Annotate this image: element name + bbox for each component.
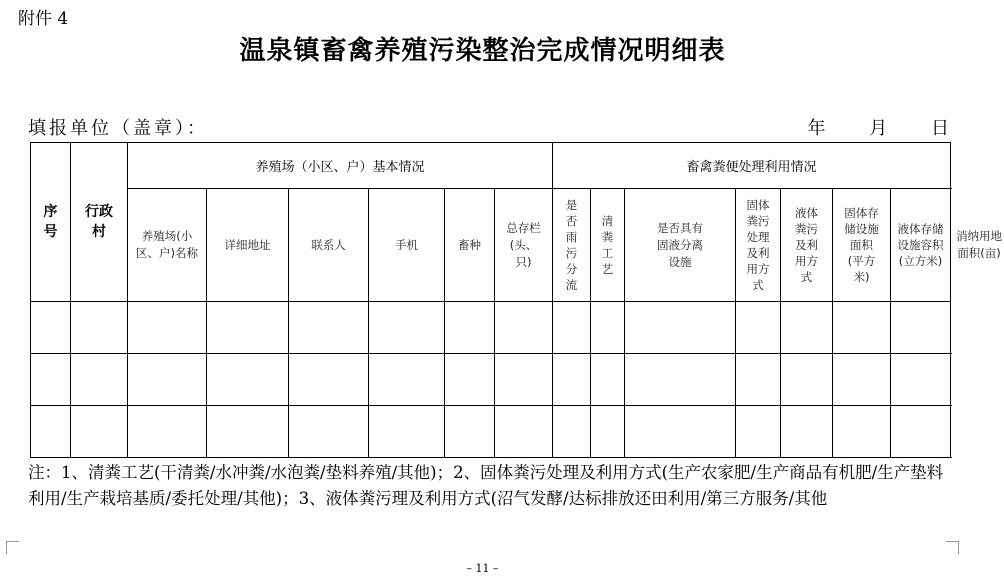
table-cell[interactable] xyxy=(495,406,553,458)
group-header-basic: 养殖场（小区、户）基本情况 xyxy=(128,143,553,189)
table-cell[interactable] xyxy=(31,354,71,406)
table-cell[interactable] xyxy=(891,406,951,458)
table-cell[interactable] xyxy=(445,302,495,354)
col-header-separation: 是否具有固液分离设施 xyxy=(625,189,736,302)
table-cell[interactable] xyxy=(369,406,445,458)
page-corner-mark-right xyxy=(946,541,959,554)
table-cell[interactable] xyxy=(591,406,625,458)
table-cell[interactable] xyxy=(891,354,951,406)
table-row xyxy=(31,354,951,406)
table-cell[interactable] xyxy=(625,354,736,406)
col-header-solid-use: 固体粪污处理及利用方式 xyxy=(736,189,781,302)
table-cell[interactable] xyxy=(553,302,591,354)
table-cell[interactable] xyxy=(31,406,71,458)
col-header-liquid-use: 液体粪污及利用方式 xyxy=(781,189,833,302)
col-header-village-label: 行政村 xyxy=(85,204,113,240)
table-cell[interactable] xyxy=(833,302,891,354)
table-cell[interactable] xyxy=(553,406,591,458)
col-header-rain-sewage: 是否雨污分流 xyxy=(553,189,591,302)
table-cell[interactable] xyxy=(625,302,736,354)
date-fields xyxy=(770,114,949,140)
attachment-label: 附件 4 xyxy=(18,9,69,29)
table-cell[interactable] xyxy=(591,354,625,406)
table-cell[interactable] xyxy=(833,354,891,406)
table-cell[interactable] xyxy=(553,354,591,406)
table-cell[interactable] xyxy=(736,406,781,458)
col-header-contact: 联系人 xyxy=(289,189,369,302)
col-header-stock: 总存栏(头、只) xyxy=(495,189,553,302)
fill-unit-label: 填报单位（盖章）： xyxy=(28,118,208,139)
table-cell[interactable] xyxy=(781,354,833,406)
table-cell[interactable] xyxy=(736,354,781,406)
table-cell[interactable] xyxy=(495,354,553,406)
table-cell[interactable] xyxy=(71,354,128,406)
table-cell[interactable] xyxy=(71,406,128,458)
table-cell[interactable] xyxy=(736,302,781,354)
date-day-label: 日 xyxy=(931,118,949,139)
document-title: 温泉镇畜禽养殖污染整治完成情况明细表 xyxy=(239,36,726,66)
detail-table: 序号 行政村 养殖场（小区、户）基本情况 畜禽粪便处理利用情况 养殖场(小区、户)名称 详细地址 联系人 手机 畜种 总存栏(头、只) 是否雨污分流 清粪工艺 是否具有固液分离设施 固体粪污处理及利用方式 液体粪污及利用方式 固体存储设施面积(平方米) 液体存储设施容积(立方米) 消纳用地面积(亩) xyxy=(30,142,951,458)
table-cell[interactable] xyxy=(591,302,625,354)
date-year-label: 年 xyxy=(807,118,826,139)
table-cell[interactable] xyxy=(31,302,71,354)
table-cell[interactable] xyxy=(495,302,553,354)
table-cell[interactable] xyxy=(833,406,891,458)
table-row xyxy=(31,406,951,458)
table-cell[interactable] xyxy=(445,354,495,406)
table-cell[interactable] xyxy=(625,406,736,458)
footnote: 注：1、清粪工艺(干清粪/水冲粪/水泡粪/垫料养殖/其他)；2、固体粪污处理及利用方式(生产农家肥/生产商品有机肥/生产垫料利用/生产栽培基质/委托处理/其他)；3、液体粪污理及利用方式(沼气发酵/达标排放还田利用/第三方服务/其他 xyxy=(28,463,944,508)
col-header-species: 畜种 xyxy=(445,189,495,302)
table-cell[interactable] xyxy=(207,406,289,458)
fill-info-row xyxy=(24,112,949,140)
table-cell[interactable] xyxy=(207,354,289,406)
col-header-seq-label: 序号 xyxy=(43,204,58,240)
table-cell[interactable] xyxy=(289,406,369,458)
col-header-address: 详细地址 xyxy=(207,189,289,302)
table-cell[interactable] xyxy=(128,406,207,458)
col-header-cleaning: 清粪工艺 xyxy=(591,189,625,302)
table-cell[interactable] xyxy=(128,354,207,406)
page-number: – 11 – xyxy=(466,562,499,575)
col-header-mobile: 手机 xyxy=(369,189,445,302)
table-row xyxy=(31,302,951,354)
table-cell[interactable] xyxy=(781,406,833,458)
table-cell[interactable] xyxy=(207,302,289,354)
col-header-village xyxy=(71,143,128,302)
date-month-label: 月 xyxy=(869,118,888,139)
table-cell[interactable] xyxy=(781,302,833,354)
col-header-seq xyxy=(31,143,71,302)
col-header-liquid-volume: 液体存储设施容积(立方米) xyxy=(891,189,951,302)
page-corner-mark-left xyxy=(6,541,19,554)
table-cell[interactable] xyxy=(289,302,369,354)
col-header-farm-name: 养殖场(小区、户)名称 xyxy=(128,189,207,302)
table-cell[interactable] xyxy=(891,302,951,354)
table-cell[interactable] xyxy=(289,354,369,406)
table-cell[interactable] xyxy=(445,406,495,458)
group-header-manure: 畜禽粪便处理利用情况 xyxy=(553,143,951,189)
col-header-solid-area: 固体存储设施面积(平方米) xyxy=(833,189,891,302)
table-cell[interactable] xyxy=(369,302,445,354)
table-cell[interactable] xyxy=(369,354,445,406)
table-cell[interactable] xyxy=(128,302,207,354)
table-cell[interactable] xyxy=(71,302,128,354)
